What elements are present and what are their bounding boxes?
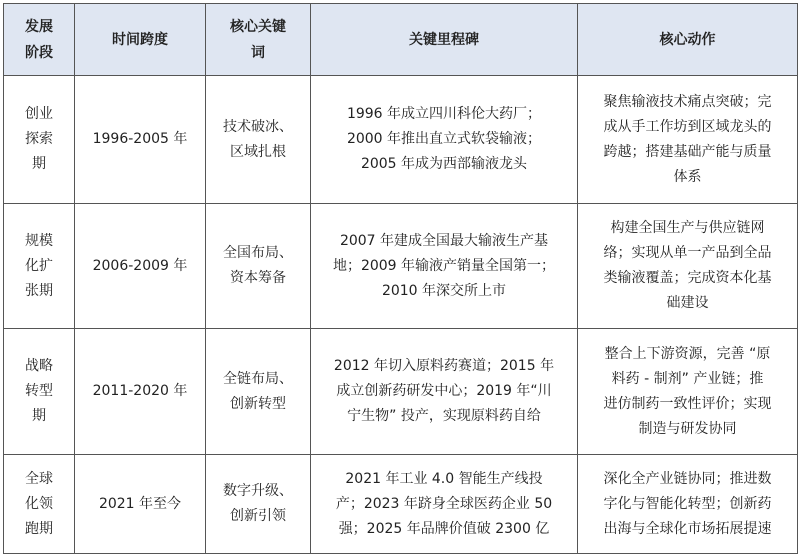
milestones-text: 2007 年建成全国最大输液生产基 (339, 232, 549, 249)
milestones-text: 2021 年工业 4.0 智能生产线投 (345, 470, 543, 487)
span-text: 2011-2020 年 (92, 383, 188, 399)
actions-text: 类输液覆盖；完成资本化基 (603, 270, 772, 286)
stage-text: 全球 (25, 470, 53, 487)
header-text: 发展 (25, 18, 53, 35)
header-time-span (75, 4, 206, 76)
cell-keywords (206, 204, 311, 329)
actions-text: 料药 - 制剂” 产业链；推 (611, 370, 764, 387)
milestones-text: 2000 年推出直立式软袋输液； (346, 131, 542, 147)
actions-text: 字化与智能化转型；创新药 (603, 495, 772, 512)
stage-text: 张期 (25, 282, 53, 299)
actions-text: 跨越；搭建基础产能与质量 (603, 143, 772, 160)
header-actions (578, 4, 798, 76)
cell-milestones (311, 204, 578, 329)
milestones-text: 1996 年成立四川科伦大药厂； (346, 106, 542, 122)
actions-text: 进仿制药一致性评价；实现 (603, 395, 772, 412)
actions-text: 制造与研发协同 (638, 420, 737, 437)
cell-milestones (311, 76, 578, 204)
actions-text: 成从手工作坊到区域龙头的 (603, 118, 772, 135)
cell-stage (4, 76, 75, 204)
cell-span (75, 329, 206, 455)
milestones-text: 2012 年切入原料药赛道；2015 年 (333, 358, 555, 374)
stage-text: 期 (32, 408, 46, 424)
header-row (4, 4, 798, 76)
span-text: 2021 年至今 (98, 495, 182, 512)
header-text: 核心关键 (230, 18, 286, 35)
span-text: 1996-2005 年 (92, 131, 188, 147)
stage-text: 创业 (25, 106, 53, 122)
stage-text: 化扩 (25, 257, 53, 274)
keywords-text: 全国布局、 (223, 245, 293, 261)
keywords-text: 创新引领 (230, 508, 286, 524)
milestones-text: 2010 年深交所上市 (381, 282, 507, 299)
actions-text: 深化全产业链协同；推进数 (603, 470, 772, 487)
keywords-text: 技术破冰、 (223, 118, 293, 135)
milestones-text: 宁生物” 投产，实现原料药自给 (347, 408, 541, 424)
stage-text: 期 (32, 156, 46, 172)
header-text: 关键里程碑 (409, 31, 479, 48)
keywords-text: 区域扎根 (230, 143, 286, 160)
stage-text: 规模 (25, 232, 53, 249)
keywords-text: 资本筹备 (230, 270, 286, 286)
actions-text: 络；实现从单一产品到全品 (603, 245, 772, 261)
stage-text: 战略 (25, 358, 53, 374)
cell-span (75, 204, 206, 329)
actions-text: 出海与全球化市场拓展提速 (603, 520, 772, 537)
cell-keywords (206, 329, 311, 455)
actions-text: 体系 (673, 168, 702, 185)
header-text: 核心动作 (659, 31, 716, 48)
cell-stage (4, 204, 75, 329)
cell-milestones (311, 455, 578, 554)
table-row (4, 204, 798, 329)
stage-text: 转型 (25, 383, 53, 399)
actions-text: 聚焦输液技术痛点突破；完 (603, 93, 772, 110)
header-text: 阶段 (25, 44, 53, 61)
cell-actions (578, 455, 798, 554)
milestones-text: 2005 年成为西部输液龙头 (360, 156, 528, 172)
cell-keywords (206, 455, 311, 554)
header-milestones (311, 4, 578, 76)
cell-keywords (206, 76, 311, 204)
cell-milestones (311, 329, 578, 455)
cell-span (75, 455, 206, 554)
cell-stage (4, 329, 75, 455)
table-row (4, 76, 798, 204)
table-row (4, 455, 798, 554)
milestones-text: 地；2009 年输液产销量全国第一； (332, 257, 556, 274)
header-keywords (206, 4, 311, 76)
actions-text: 构建全国生产与供应链网 (610, 220, 765, 236)
keywords-text: 创新转型 (230, 395, 286, 412)
stage-text: 跑期 (25, 520, 53, 537)
table-row (4, 329, 798, 455)
header-text: 词 (251, 44, 265, 61)
stage-text: 探索 (25, 131, 53, 147)
milestones-text: 强；2025 年品牌价值破 2300 亿 (338, 520, 550, 537)
header-text: 时间跨度 (112, 31, 168, 48)
span-text: 2006-2009 年 (92, 257, 188, 274)
cell-actions (578, 329, 798, 455)
milestones-text: 产；2023 年跻身全球医药企业 50 (335, 495, 553, 512)
milestones-text: 成立创新药研发中心；2019 年“川 (336, 383, 552, 399)
cell-span (75, 76, 206, 204)
cell-actions (578, 76, 798, 204)
keywords-text: 全链布局、 (223, 370, 293, 387)
cell-stage (4, 455, 75, 554)
stage-text: 化领 (25, 495, 53, 512)
actions-text: 础建设 (666, 295, 709, 311)
header-stage (4, 4, 75, 76)
keywords-text: 数字升级、 (223, 483, 293, 499)
actions-text: 整合上下游资源，完善 “原 (604, 345, 771, 362)
cell-actions (578, 204, 798, 329)
development-stages-table (3, 3, 798, 554)
